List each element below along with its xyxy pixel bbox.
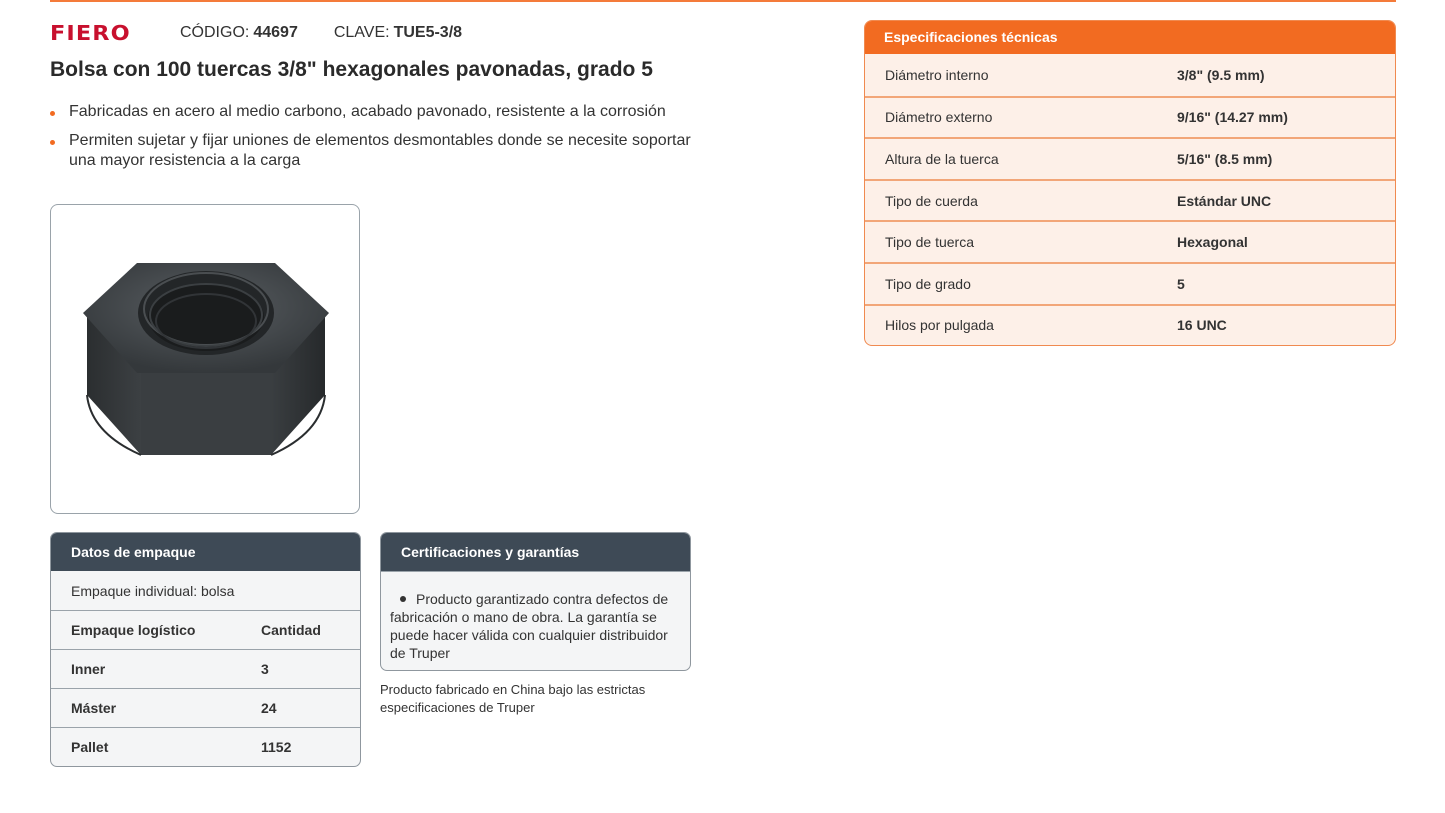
origin-note: Producto fabricado en China bajo las estrictas especificaciones de Truper	[380, 682, 646, 715]
col-logistic: Empaque logístico	[71, 622, 196, 638]
spec-value: 16 UNC	[1177, 317, 1227, 334]
spec-label: Tipo de grado	[885, 275, 971, 292]
hex-nut-icon	[51, 205, 361, 515]
feature-item	[50, 131, 710, 171]
product-image-frame	[50, 204, 360, 514]
col-quantity: Cantidad	[261, 622, 321, 638]
spec-row	[865, 137, 1395, 179]
feature-text: Permiten sujetar y fijar uniones de elementos desmontables donde se necesite soportar una mayor resistencia a la carga	[69, 132, 691, 169]
top-rule	[50, 0, 1396, 2]
spec-row	[865, 262, 1395, 304]
spec-row	[865, 304, 1395, 346]
table-row	[51, 688, 360, 727]
packaging-individual	[51, 571, 360, 610]
spec-label: Diámetro externo	[885, 109, 993, 126]
product-title: Bolsa con 100 tuercas 3/8" hexagonales pavonadas, grado 5	[50, 58, 653, 81]
pack-name: Pallet	[71, 739, 109, 755]
spec-row	[865, 96, 1395, 138]
bullet-icon	[50, 111, 55, 116]
clave-label: CLAVE:	[333, 24, 390, 41]
certifications-body	[381, 571, 690, 670]
bullet-icon	[50, 140, 55, 145]
feature-item	[50, 102, 710, 122]
spec-value: 5/16" (8.5 mm)	[1177, 150, 1273, 167]
pack-qty: 1152	[261, 739, 292, 755]
spec-value: 5	[1177, 275, 1185, 292]
codigo-label: CÓDIGO:	[180, 24, 250, 41]
specs-header: Especificaciones técnicas	[865, 21, 1395, 54]
packaging-header: Datos de empaque	[51, 533, 360, 571]
clave-value: TUE5-3/8	[393, 24, 463, 41]
packaging-columns	[51, 610, 360, 649]
spec-value: Estándar UNC	[1177, 192, 1272, 209]
spec-label: Hilos por pulgada	[885, 317, 994, 334]
spec-row	[865, 54, 1395, 96]
table-row	[51, 649, 360, 688]
pack-name: Máster	[71, 700, 117, 716]
spec-label: Diámetro interno	[885, 66, 989, 83]
spec-label: Tipo de tuerca	[885, 234, 974, 251]
pack-name: Inner	[71, 661, 106, 677]
spec-label: Altura de la tuerca	[885, 150, 999, 167]
pack-qty: 24	[261, 700, 277, 716]
spec-value: Hexagonal	[1177, 234, 1248, 251]
spec-value: 3/8" (9.5 mm)	[1177, 66, 1265, 83]
spec-label: Tipo de cuerda	[885, 192, 978, 209]
specs-panel	[864, 20, 1396, 346]
packaging-panel	[50, 532, 361, 767]
certifications-text: Producto garantizado contra defectos de fabricación o mano de obra. La garantía se puede hacer válida con cualquier distribuidor de Truper	[390, 591, 669, 661]
certifications-panel	[380, 532, 691, 671]
spec-value: 9/16" (14.27 mm)	[1177, 109, 1288, 126]
packaging-individual-text: Empaque individual: bolsa	[71, 582, 235, 599]
product-header	[50, 22, 462, 44]
spec-row	[865, 220, 1395, 262]
feature-list	[50, 102, 710, 180]
feature-text: Fabricadas en acero al medio carbono, acabado pavonado, resistente a la corrosión	[69, 103, 666, 120]
pack-qty: 3	[261, 661, 269, 677]
codigo-value: 44697	[253, 24, 298, 41]
table-row	[51, 727, 360, 766]
bullet-icon	[400, 596, 406, 602]
brand-logo: FIERO	[50, 21, 131, 45]
certifications-header: Certificaciones y garantías	[381, 533, 690, 571]
spec-row	[865, 179, 1395, 221]
